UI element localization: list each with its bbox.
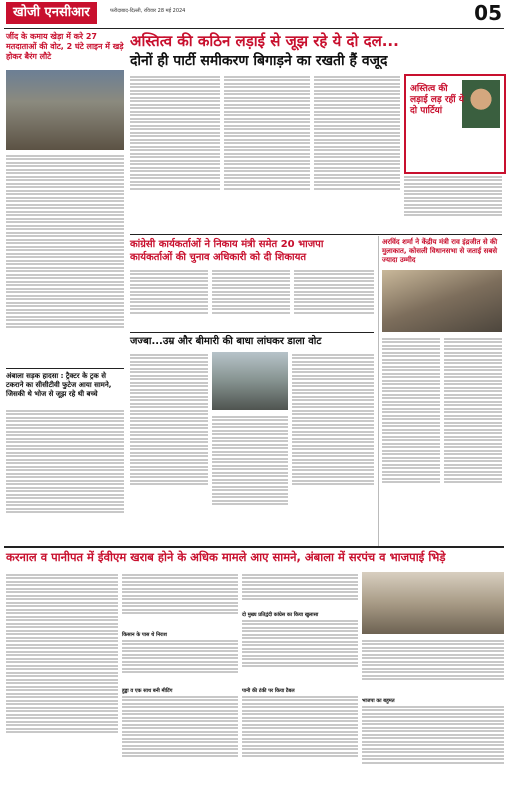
- bottom-body-1: [6, 572, 118, 796]
- subhead-3: दो मुख्य प्रतिद्वंदी कांग्रेस का किया खुलासा: [242, 612, 319, 618]
- left-top-body: [6, 153, 124, 366]
- elderly-voter-photo: [212, 352, 288, 410]
- bottom-story: [6, 550, 504, 564]
- age-story: [130, 336, 374, 348]
- quote-text: अस्तित्व की लड़ाई लड़ रहीं ये दो पार्टियां: [410, 84, 464, 116]
- subhead-5: पानी की टंकी पर किया टैबल: [242, 688, 295, 694]
- bottom-body-3b: [242, 618, 358, 688]
- lead-body-col1: [130, 74, 220, 232]
- top-rule: [4, 28, 504, 29]
- left-mid-headline: अंबाला सड़क हादसा : ट्रैक्टर के ट्रक से टकराने का सीसीटीवी फुटेज आया सामने, जिसकी थे भोज से जूझ रहे थी बच्चे: [6, 372, 112, 398]
- ambala-photo: [362, 572, 504, 634]
- right-body-1: [382, 336, 440, 544]
- lead-headline-1: अस्तित्व की कठिन लड़ाई से जूझ रहे ये दो दल...: [130, 32, 399, 50]
- lead-body-col3: [314, 74, 400, 232]
- bottom-body-2c: [122, 694, 238, 784]
- bottom-body-3c: [242, 694, 358, 784]
- right-divider: [378, 236, 379, 546]
- congress-headline-1: कांग्रेसी कार्यकर्ताओं ने निकाय मंत्री समेत 20 भाजपा: [130, 239, 324, 250]
- lead-body-col2: [224, 74, 310, 232]
- lead-body-col4: [404, 174, 502, 232]
- voters-photo: [6, 70, 124, 150]
- bottom-body-2a: [122, 572, 238, 632]
- bottom-rule: [4, 546, 504, 548]
- left-rule: [6, 368, 124, 369]
- left-top-story: [6, 32, 124, 62]
- right-story: [382, 238, 502, 265]
- leader-photo: [462, 80, 500, 128]
- congress-story: [130, 238, 374, 264]
- bottom-body-4b: [362, 704, 504, 792]
- right-headline: अरविंद शर्मा ने केंद्रीय मंत्री राव इंद्रजीत से की मुलाकात, कोसली विधानसभा से जताई सबसे ज्यादा उम्मीद: [382, 238, 498, 264]
- congress-body-1: [130, 268, 208, 330]
- left-top-headline: जींद के कमाय खेड़ा में करे 27 मतदाताओं की वोट, 2 घंटे लाइन में खड़े होकर बैरंग लौटे: [6, 32, 124, 61]
- subhead-2: हुड्डा व एक साथ बनी मीटिंग: [122, 688, 173, 694]
- date-line: फरीदाबाद-दिल्ली, रविवार 28 मई 2024: [110, 8, 186, 14]
- age-body-1: [130, 352, 208, 542]
- bottom-body-2b: [122, 638, 238, 688]
- congress-body-2: [212, 268, 290, 330]
- left-mid-body: [6, 408, 124, 540]
- bottom-headline: करनाल व पानीपत में ईवीएम खराब होने के अधिक मामले आए सामने, अंबाला में सरपंच व भाजपाई भिड़े: [6, 550, 446, 564]
- bottom-col-4: [362, 638, 504, 796]
- lead-story: [130, 32, 502, 70]
- bottom-body-3a: [242, 572, 358, 612]
- age-body-3: [292, 352, 374, 542]
- bottom-body-4a: [362, 638, 504, 698]
- masthead: [0, 0, 508, 28]
- age-body-2: [212, 414, 288, 542]
- quote-box: [404, 74, 506, 174]
- subhead-4: भाजपा का बहुमत: [362, 698, 395, 704]
- age-rule: [130, 332, 374, 333]
- meeting-photo: [382, 270, 502, 332]
- left-mid-story: [6, 372, 124, 399]
- bottom-col-3: [242, 572, 358, 796]
- age-headline: जज्बा...उम्र और बीमारी की बाधा लांघकर डाला वोट: [130, 336, 322, 347]
- right-body-2: [444, 336, 502, 544]
- congress-headline-2: कार्यकर्ताओं की चुनाव अधिकारी को दी शिकायत: [130, 252, 307, 263]
- section-title: खोजी एनसीआर: [6, 2, 97, 24]
- congress-rule: [130, 234, 502, 235]
- congress-body-3: [294, 268, 374, 330]
- subhead-1: किसान के पास थे निराश: [122, 632, 167, 638]
- page-number: 05: [474, 1, 502, 25]
- lead-headline-2: दोनों ही पार्टी समीकरण बिगाड़ने का रखती हैं वजूद: [130, 53, 388, 69]
- bottom-col-2: [122, 572, 238, 796]
